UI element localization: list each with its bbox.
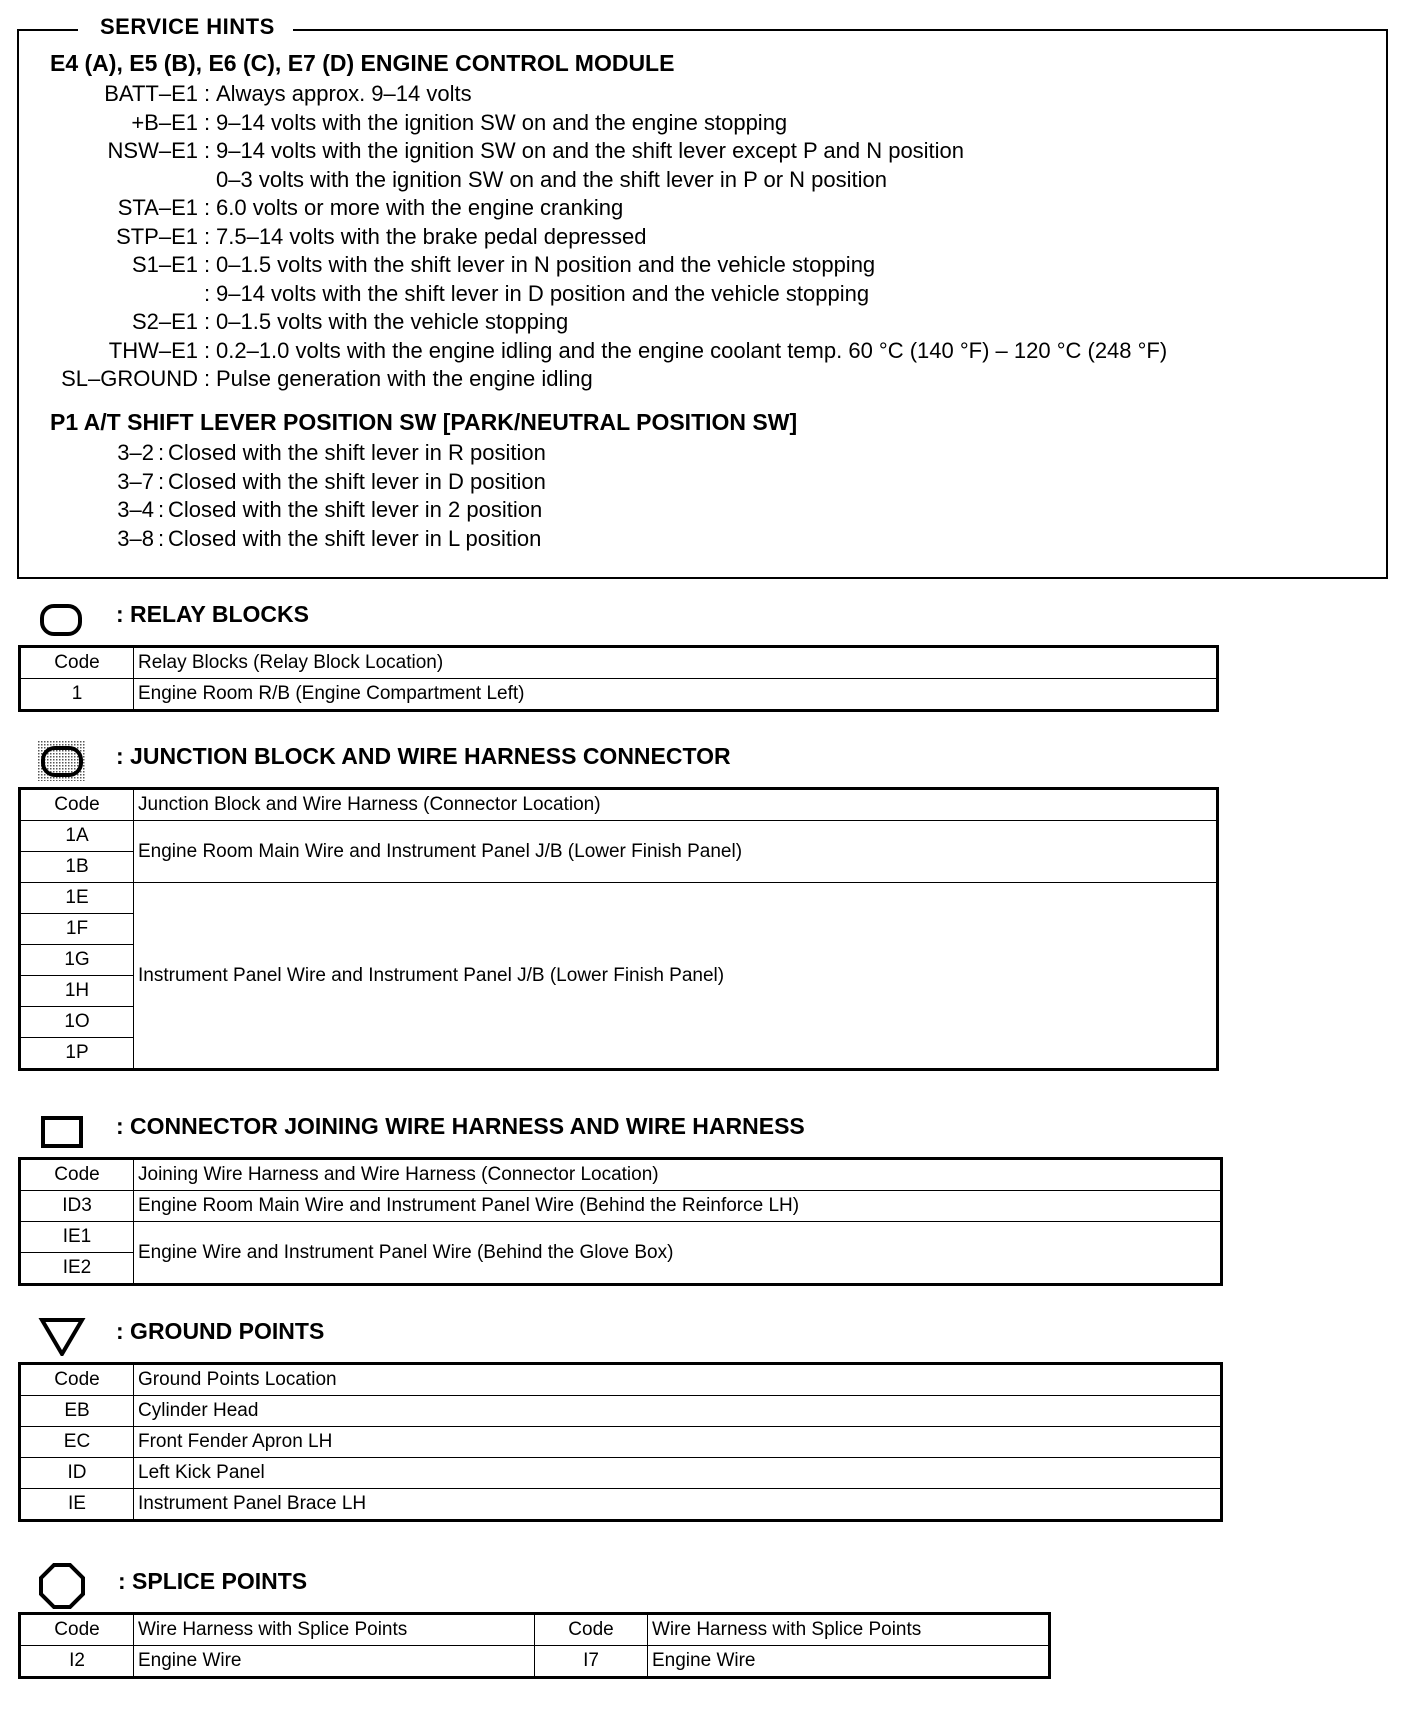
hint-desc: Always approx. 9–14 volts xyxy=(216,81,472,106)
hint-term: THW–E1 xyxy=(108,337,198,363)
ecm-heading: E4 (A), E5 (B), E6 (C), E7 (D) ENGINE CONTROL MODULE xyxy=(50,50,675,76)
p1-heading: P1 A/T SHIFT LEVER POSITION SW [PARK/NEUTRAL POSITION SW] xyxy=(50,409,798,435)
hint-row xyxy=(58,308,1167,337)
code-cell: 1F xyxy=(20,914,134,945)
hint-colon xyxy=(198,166,216,195)
hint-row xyxy=(58,109,1167,138)
code-header: Code xyxy=(20,1364,134,1396)
hint-desc: 9–14 volts with the ignition SW on and the engine stopping xyxy=(216,109,788,135)
code-header: Code xyxy=(20,1614,134,1646)
ground-points-table xyxy=(18,1362,1223,1522)
code-cell: 1H xyxy=(20,976,134,1007)
hint-row xyxy=(74,525,797,554)
desc-cell: Instrument Panel Wire and Instrument Panel J/B (Lower Finish Panel) xyxy=(134,883,1218,1070)
hint-desc: 6.0 volts or more with the engine cranking xyxy=(216,195,624,220)
hint-term: NSW–E1 xyxy=(107,138,198,163)
hint-row xyxy=(58,365,1167,394)
hint-colon: : xyxy=(203,366,211,391)
hint-desc: Closed with the shift lever in R position xyxy=(168,440,546,465)
desc-header: Junction Block and Wire Harness (Connector Location) xyxy=(134,789,1218,821)
code-header: Code xyxy=(20,1159,134,1191)
relay-blocks-title: : RELAY BLOCKS xyxy=(116,601,309,627)
relay-blocks-section xyxy=(18,593,1219,712)
code-cell: 1B xyxy=(20,852,134,883)
code-header: Code xyxy=(20,789,134,821)
hint-row xyxy=(74,439,797,468)
desc-cell: Engine Wire xyxy=(648,1646,1050,1678)
desc-cell: Instrument Panel Brace LH xyxy=(134,1489,1222,1521)
code-cell: 1P xyxy=(20,1038,134,1070)
hint-colon: : xyxy=(203,309,211,334)
hint-term: STA–E1 xyxy=(117,195,198,220)
hint-term: 3–2 xyxy=(117,440,154,465)
code-cell: 1A xyxy=(20,821,134,852)
hint-colon: : xyxy=(157,440,165,465)
desc-header: Wire Harness with Splice Points xyxy=(648,1614,1050,1646)
splice-points-section xyxy=(18,1560,1051,1679)
hint-desc: 0–3 volts with the ignition SW on and the shift lever in P or N position xyxy=(216,166,887,192)
hint-row xyxy=(58,223,1167,252)
hint-row xyxy=(58,137,1167,166)
hint-term: 3–8 xyxy=(117,525,154,551)
hint-desc: Closed with the shift lever in L position xyxy=(168,525,542,551)
desc-cell: Engine Room R/B (Engine Compartment Left) xyxy=(134,679,1218,711)
code-cell: IE xyxy=(20,1489,134,1521)
desc-cell: Engine Wire and Instrument Panel Wire (Behind the Glove Box) xyxy=(134,1222,1222,1285)
table-row xyxy=(20,821,1218,852)
junction-block-table xyxy=(18,787,1219,1071)
table-header-row xyxy=(20,647,1218,679)
code-cell: EB xyxy=(20,1396,134,1427)
splice-point-symbol-icon xyxy=(38,1562,86,1610)
table-row xyxy=(20,1396,1222,1427)
code-cell: 1G xyxy=(20,945,134,976)
code-cell: ID xyxy=(20,1458,134,1489)
hint-colon: : xyxy=(203,81,211,106)
hint-desc: Pulse generation with the engine idling xyxy=(216,366,593,391)
hint-desc: 9–14 volts with the ignition SW on and the shift lever except P and N position xyxy=(216,138,965,163)
hint-colon: : xyxy=(203,109,211,135)
hint-colon: : xyxy=(157,468,165,494)
ground-points-section xyxy=(18,1310,1223,1522)
hint-desc: 0–1.5 volts with the shift lever in N position and the vehicle stopping xyxy=(216,252,876,277)
table-header-row xyxy=(20,1364,1222,1396)
hint-term: +B–E1 xyxy=(131,109,198,135)
hint-desc: 7.5–14 volts with the brake pedal depressed xyxy=(216,223,647,249)
hint-colon: : xyxy=(157,525,165,551)
hint-row xyxy=(58,251,1167,280)
junction-block-section xyxy=(18,735,1219,1071)
hint-colon: : xyxy=(203,138,211,163)
hint-colon: : xyxy=(203,337,211,363)
junction-block-symbol-icon xyxy=(38,741,86,781)
hint-row xyxy=(74,468,797,497)
table-row xyxy=(20,1427,1222,1458)
ground-points-title: : GROUND POINTS xyxy=(116,1318,325,1344)
desc-cell: Engine Room Main Wire and Instrument Panel J/B (Lower Finish Panel) xyxy=(134,821,1218,883)
code-header: Code xyxy=(20,647,134,679)
code-cell: 1E xyxy=(20,883,134,914)
hint-term: 3–4 xyxy=(117,497,154,522)
hint-colon: : xyxy=(203,280,211,306)
table-row xyxy=(20,1489,1222,1521)
code-cell: I7 xyxy=(535,1646,648,1678)
desc-cell: Cylinder Head xyxy=(134,1396,1222,1427)
ecm-hints xyxy=(50,46,1167,394)
connector-table xyxy=(18,1157,1223,1286)
hint-desc: 0.2–1.0 volts with the engine idling and the engine coolant temp. 60 °C (140 °F) – 120 °C (248 °F) xyxy=(216,337,1168,363)
desc-header: Joining Wire Harness and Wire Harness (Connector Location) xyxy=(134,1159,1222,1191)
desc-cell: Left Kick Panel xyxy=(134,1458,1222,1489)
code-cell: EC xyxy=(20,1427,134,1458)
connector-section xyxy=(18,1105,1223,1286)
table-row xyxy=(20,1191,1222,1222)
connector-title: : CONNECTOR JOINING WIRE HARNESS AND WIRE HARNESS xyxy=(116,1113,805,1139)
table-header-row xyxy=(20,1159,1222,1191)
hint-colon: : xyxy=(157,497,165,522)
hint-row xyxy=(58,337,1167,366)
code-cell: I2 xyxy=(20,1646,134,1678)
relay-block-symbol-icon xyxy=(38,599,86,639)
hint-desc: 0–1.5 volts with the vehicle stopping xyxy=(216,309,569,334)
hint-term xyxy=(58,166,198,195)
table-header-row xyxy=(20,1614,1050,1646)
hint-colon: : xyxy=(203,252,211,277)
hint-row xyxy=(58,280,1167,309)
hint-row xyxy=(58,80,1167,109)
hint-desc: Closed with the shift lever in D position xyxy=(168,468,546,494)
hint-row xyxy=(74,496,797,525)
relay-blocks-table xyxy=(18,645,1219,712)
p1-hints xyxy=(50,405,797,553)
hint-row xyxy=(58,166,1167,195)
desc-cell: Engine Wire xyxy=(134,1646,535,1678)
desc-cell: Front Fender Apron LH xyxy=(134,1427,1222,1458)
hint-row xyxy=(58,194,1167,223)
splice-points-table xyxy=(18,1612,1051,1679)
table-row xyxy=(20,1222,1222,1253)
hint-desc: 9–14 volts with the shift lever in D position and the vehicle stopping xyxy=(216,280,870,306)
code-cell: IE2 xyxy=(20,1253,134,1285)
ground-point-symbol-icon xyxy=(38,1316,86,1356)
desc-header: Ground Points Location xyxy=(134,1364,1222,1396)
splice-points-title: : SPLICE POINTS xyxy=(118,1568,308,1594)
table-row xyxy=(20,679,1218,711)
hint-colon: : xyxy=(203,223,211,249)
connector-symbol-icon xyxy=(38,1111,86,1151)
table-row xyxy=(20,883,1218,914)
code-cell: 1 xyxy=(20,679,134,711)
hint-term: S1–E1 xyxy=(131,252,198,277)
junction-block-title: : JUNCTION BLOCK AND WIRE HARNESS CONNECTOR xyxy=(116,743,731,769)
code-header: Code xyxy=(535,1614,648,1646)
hint-desc: Closed with the shift lever in 2 position xyxy=(168,497,543,522)
hint-term xyxy=(58,280,198,309)
hint-term: STP–E1 xyxy=(116,223,198,249)
table-header-row xyxy=(20,789,1218,821)
code-cell: 1O xyxy=(20,1007,134,1038)
desc-header: Wire Harness with Splice Points xyxy=(134,1614,535,1646)
hint-term: SL–GROUND xyxy=(61,366,198,391)
desc-header: Relay Blocks (Relay Block Location) xyxy=(134,647,1218,679)
hint-colon: : xyxy=(203,195,211,220)
hint-term: 3–7 xyxy=(117,468,154,494)
code-cell: IE1 xyxy=(20,1222,134,1253)
code-cell: ID3 xyxy=(20,1191,134,1222)
table-row xyxy=(20,1458,1222,1489)
table-row xyxy=(20,1646,1050,1678)
hint-term: S2–E1 xyxy=(131,309,198,334)
service-hints-title: SERVICE HINTS xyxy=(78,14,293,40)
hint-term: BATT–E1 xyxy=(104,81,198,106)
desc-cell: Engine Room Main Wire and Instrument Panel Wire (Behind the Reinforce LH) xyxy=(134,1191,1222,1222)
